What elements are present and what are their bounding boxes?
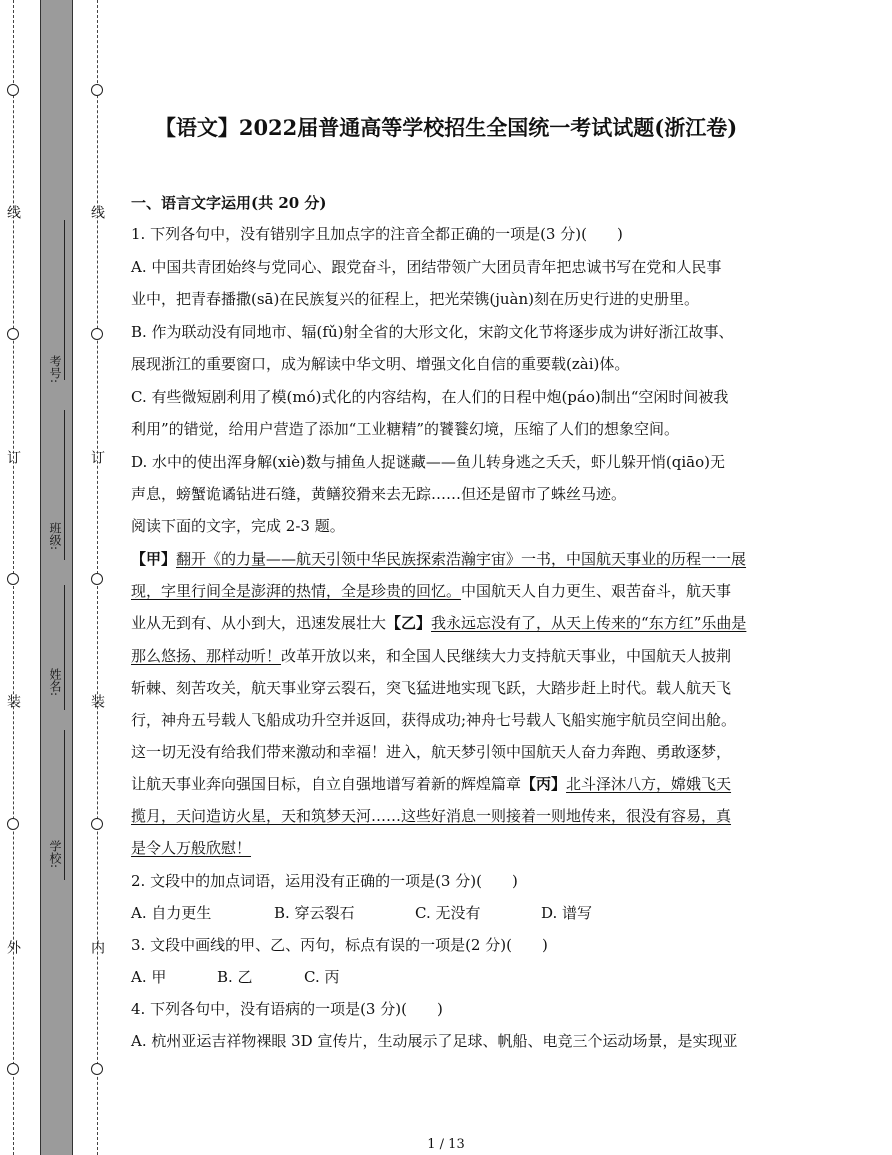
- passage-line: [131, 805, 731, 826]
- question-stem: 4. 下列各句中，没有语病的一项是(3 分)( ): [131, 1000, 443, 1018]
- passage-mark: 【丙】: [521, 775, 567, 793]
- option-text: C. 无没有: [415, 904, 481, 922]
- option-text: 声息，螃蟹诡谲钻进石缝，黄鳝狡猾来去无踪……但还是留市了蛛丝马迹。: [131, 485, 627, 503]
- option-text: A. 自力更生: [131, 904, 212, 922]
- option-text: D. 水中的使出浑身解(xiè)数与捕鱼人捉谜藏——鱼儿转身逃之夭夭，虾儿躲开悄(qiāo)无: [131, 453, 725, 471]
- option-text: C. 有些微短剧利用了模(mó)式化的内容结构，在人们的日程中炮(páo)制出“空闲时间被我: [131, 388, 729, 406]
- underlined-sentence: 是令人万般欣慰！: [131, 839, 252, 857]
- passage-line: 斩棘、刻苦攻关，航天事业穿云裂石，突飞猛进地实现飞跃，大踏步赶上时代。载人航天飞: [131, 679, 732, 697]
- option-text: D. 谱写: [541, 904, 593, 922]
- underlined-sentence: 那么悠扬、那样动听！: [131, 647, 282, 665]
- question-stem: 3. 文段中画线的甲、乙、丙句，标点有误的一项是(2 分)( ): [131, 936, 548, 954]
- question-stem: 1. 下列各句中，没有错别字且加点字的注音全都正确的一项是(3 分)( ): [131, 225, 623, 243]
- option-text: A. 杭州亚运吉祥物裸眼 3D 宣传片，生动展示了足球、帆船、电竞三个运动场景，是实现亚: [131, 1032, 738, 1050]
- name-label: 姓名:: [48, 668, 62, 697]
- passage-line: [131, 837, 251, 858]
- underlined-sentence: 北斗泽沐八方，嫦娥飞天: [566, 775, 732, 793]
- page-number: 1 / 13: [427, 1137, 465, 1152]
- option-text: B. 穿云裂石: [274, 904, 355, 922]
- passage-text: 中国航天人自力更生、艰苦奋斗，航天事: [461, 582, 732, 600]
- underlined-sentence: 翻开《的力量——航天引领中华民族探索浩瀚宇宙》一书，中国航天事业的历程一一展: [176, 550, 747, 568]
- option-text: B. 作为联动没有同地市、辐(fǔ)射全省的大形文化，宋韵文化节将逐步成为讲好浙江故事、: [131, 323, 734, 341]
- page-title: 【语文】2022届普通高等学校招生全国统一考试试题(浙江卷): [154, 115, 738, 140]
- section-heading: 一、语言文字运用(共 20 分): [131, 194, 327, 212]
- class-label: 班级:: [48, 522, 62, 551]
- reading-instruction: 阅读下面的文字，完成 2-3 题。: [131, 517, 345, 535]
- passage-line: [131, 612, 746, 633]
- gutter-char: 线: [89, 205, 105, 219]
- binding-hole-icon: [91, 818, 103, 830]
- binding-hole-icon: [91, 328, 103, 340]
- passage-line: [131, 548, 746, 569]
- binding-hole-icon: [91, 573, 103, 585]
- passage-line: 行，神舟五号载人飞船成功升空并返回，获得成功;神舟七号载人飞船实施宇航员空间出舱。: [131, 711, 737, 729]
- passage-line: [131, 773, 731, 794]
- binding-hole-icon: [91, 84, 103, 96]
- exam-number-label: 考号:: [48, 355, 62, 384]
- gutter-char: 装: [89, 694, 105, 708]
- passage-text: 改革开放以来，和全国人民继续大力支持航天事业，中国航天人披荆: [281, 647, 732, 665]
- option-text: 业中，把青春播撒(sā)在民族复兴的征程上，把光荣镌(juàn)刻在历史行进的史册里。: [131, 290, 699, 308]
- gutter-char: 线: [5, 205, 21, 219]
- underlined-sentence: 我永远忘没有了，从天上传来的“东方红”乐曲是: [431, 614, 747, 632]
- exam-number-field[interactable]: [64, 220, 65, 380]
- school-label: 学校:: [48, 840, 62, 869]
- underlined-sentence: 现，字里行间全是澎湃的热情，全是珍贵的回忆。: [131, 582, 462, 600]
- passage-mark: 【甲】: [131, 550, 177, 568]
- name-field[interactable]: [64, 585, 65, 710]
- underlined-sentence: 揽月，天问造访火星，天和筑梦天河……这些好消息一则接着一则地传来，很没有容易，真: [131, 807, 732, 825]
- option-text: A. 中国共青团始终与党同心、跟党奋斗，团结带领广大团员青年把忠诚书写在党和人民事: [131, 258, 722, 276]
- option-text: 展现浙江的重要窗口，成为解读中华文明、增强文化自信的重要载(zài)体。: [131, 355, 630, 373]
- passage-mark: 【乙】: [386, 614, 432, 632]
- binding-hole-icon: [7, 573, 19, 585]
- passage-line: [131, 580, 731, 601]
- binding-hole-icon: [91, 1063, 103, 1075]
- gutter-char: 订: [89, 450, 105, 464]
- passage-text: 业从无到有、从小到大，迅速发展壮大: [131, 614, 387, 632]
- passage-line: [131, 645, 731, 666]
- gutter-char: 内: [89, 940, 105, 954]
- passage-text: 让航天事业奔向强国目标，自立自强地谱写着新的辉煌篇章: [131, 775, 522, 793]
- binding-hole-icon: [7, 84, 19, 96]
- option-text: B. 乙: [217, 968, 253, 986]
- option-text: 利用”的错觉，给用户营造了添加“工业糖精”的饕餮幻境，压缩了人们的想象空间。: [131, 420, 680, 438]
- option-text: A. 甲: [131, 968, 167, 986]
- question-stem: 2. 文段中的加点词语，运用没有正确的一项是(3 分)( ): [131, 872, 518, 890]
- gutter-char: 外: [5, 940, 21, 954]
- gutter-char: 订: [5, 450, 21, 464]
- binding-hole-icon: [7, 1063, 19, 1075]
- class-field[interactable]: [64, 410, 65, 560]
- binding-hole-icon: [7, 818, 19, 830]
- gutter-char: 装: [5, 694, 21, 708]
- passage-line: 这一切无没有给我们带来激动和幸福！进入，航天梦引领中国航天人奋力奔跑、勇敢逐梦，: [131, 743, 732, 761]
- gutter-bar: [40, 0, 73, 1155]
- option-text: C. 丙: [304, 968, 340, 986]
- school-field[interactable]: [64, 730, 65, 880]
- binding-hole-icon: [7, 328, 19, 340]
